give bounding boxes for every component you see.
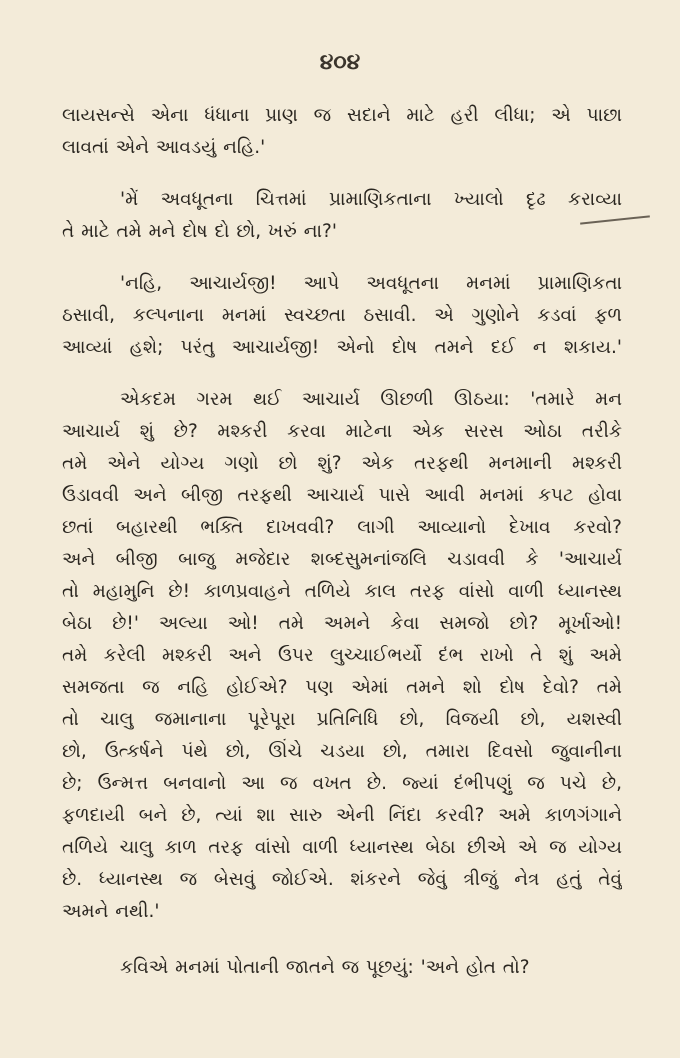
text-line: છે; ઉન્મત્ત બનવાનો આ જ વખત છે. જ્યાં દંભીપણું જ પચે છે, (62, 773, 622, 794)
text-line: તમે કરેલી મશ્કરી અને ઉપર લુચ્ચાઈભર્યો દંભ રાખો તે શું અમે (62, 645, 622, 666)
text-line: તે માટે તમે મને દોષ દો છો, ખરું ના?' (62, 221, 337, 242)
text-line: આવ્યાં હશે; પરંતુ આચાર્યજી! એનો દોષ તમને દઈ ન શકાય.' (62, 337, 622, 358)
text-line: 'નહિ, આચાર્યજી! આપે અવધૂતના મનમાં પ્રામાણિકતા (120, 273, 622, 294)
paragraph-4 (62, 384, 622, 928)
text-line: અને બીજી બાજુ મજેદાર શબ્દસુમનાંજલિ ચડાવવી કે 'આચાર્ય (62, 549, 622, 570)
text-line: તો ચાલુ જમાનાના પૂરેપૂરા પ્રતિનિધિ છો, વિજયી છો, યશસ્વી (62, 709, 622, 730)
body-text (62, 100, 622, 1004)
page-number: ૪૦૪ (319, 50, 361, 75)
text-line: છતાં બહારથી ભક્તિ દાખવવી? લાગી આવ્યાનો દેખાવ કરવો? (62, 517, 622, 538)
paragraph-2 (62, 184, 622, 248)
text-line: 'મેં અવધૂતના ચિત્તમાં પ્રામાણિકતાના ખ્યાલો દૃઢ કરાવ્યા (120, 189, 622, 210)
text-line: અમને નથી.' (62, 901, 160, 922)
text-line: તો મહામુનિ છે! કાળપ્રવાહને તળિયે કાલ તરફ વાંસો વાળી ધ્યાનસ્થ (62, 581, 622, 602)
text-line: તળિયે ચાલુ કાળ તરફ વાંસો વાળી ધ્યાનસ્થ બેઠા છીએ એ જ યોગ્ય (62, 837, 622, 858)
text-line: ઉડાવવી અને બીજી તરફથી આચાર્ય પાસે આવી મનમાં કપટ હોવા (62, 485, 622, 506)
paragraph-1 (62, 100, 622, 164)
paragraph-3 (62, 268, 622, 364)
text-line: એકદમ ગરમ થઈ આચાર્ય ઊછળી ઊઠયા: 'તમારે મન (120, 389, 622, 410)
text-line: લાવતાં એને આવડયું નહિ.' (62, 137, 266, 158)
paragraph-5 (62, 952, 622, 984)
text-line: આચાર્ય શું છે? મશ્કરી કરવા માટેના એક સરસ ઓઠા તરીકે (62, 421, 622, 442)
text-line: છો, ઉત્કર્ષને પંથે છો, ઊંચે ચડયા છો, તમારા દિવસો જુવાનીના (62, 741, 622, 762)
text-line: તમે એને યોગ્ય ગણો છો શું? એક તરફથી મનમાની મશ્કરી (62, 453, 622, 474)
text-line: છે. ધ્યાનસ્થ જ બેસવું જોઈએ. શંકરને જેવું ત્રીજું નેત્ર હતું તેવું (62, 869, 622, 890)
text-line: બેઠા છે!' અલ્યા ઓ! તમે અમને કેવા સમજો છો? મૂર્ખાઓ! (62, 613, 622, 634)
text-line: સમજતા જ નહિ હોઈએ? પણ એમાં તમને શો દોષ દેવો? તમે (62, 677, 622, 698)
text-line: લાયસન્સે એના ધંધાના પ્રાણ જ સદાને માટે હરી લીધા; એ પાછા (62, 105, 622, 126)
text-line: ફળદાયી બને છે, ત્યાં શા સારુ એની નિંદા કરવી? અમે કાળગંગાને (62, 805, 622, 826)
text-line: ઠસાવી, કલ્પનાના મનમાં સ્વચ્છતા ઠસાવી. એ ગુણોને કડવાં ફળ (62, 305, 622, 326)
text-line: કવિએ મનમાં પોતાની જાતને જ પૂછયું: 'અને હોત તો? (120, 957, 530, 978)
